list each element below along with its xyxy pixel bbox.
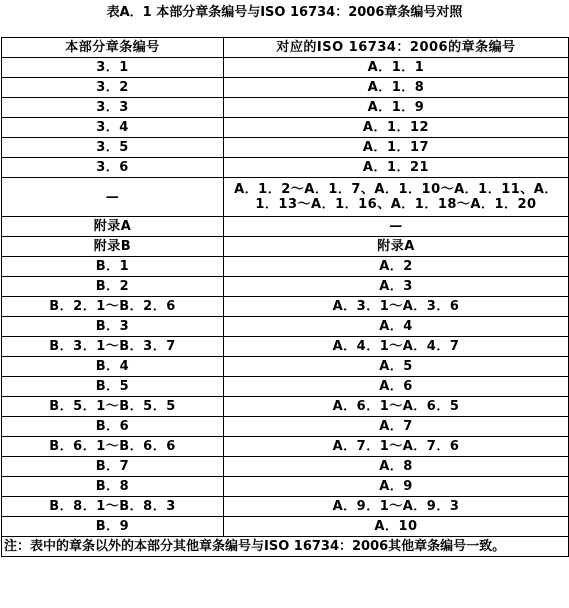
this-part-clause-cell: 3．4 <box>2 118 224 138</box>
this-part-clause-cell: 3．1 <box>2 58 224 78</box>
this-part-clause-cell: B．5 <box>2 377 224 397</box>
iso-clause-cell: — <box>224 217 569 237</box>
iso-clause-cell: A．10 <box>224 517 569 537</box>
table-row <box>2 517 569 537</box>
table-row <box>2 357 569 377</box>
iso-clause-cell: A．9 <box>224 477 569 497</box>
table-row <box>2 437 569 457</box>
this-part-clause-cell: B．3 <box>2 317 224 337</box>
table-row <box>2 377 569 397</box>
this-part-clause-cell: 3．3 <box>2 98 224 118</box>
this-part-clause-cell: B．2．1～B．2．6 <box>2 297 224 317</box>
iso-clause-cell: A．1．17 <box>224 138 569 158</box>
this-part-clause-cell: — <box>2 178 224 217</box>
this-part-clause-cell: B．9 <box>2 517 224 537</box>
table-row <box>2 217 569 237</box>
table-row <box>2 158 569 178</box>
iso-clause-cell: A．6 <box>224 377 569 397</box>
table-note: 注：表中的章条以外的本部分其他章条编号与ISO 16734：2006其他章条编号一致。 <box>2 537 569 557</box>
iso-clause-cell: A．5 <box>224 357 569 377</box>
this-part-clause-cell: B．2 <box>2 277 224 297</box>
table-row <box>2 337 569 357</box>
header-iso-clause: 对应的ISO 16734：2006的章条编号 <box>224 38 569 58</box>
table-title: 表A．1 本部分章条编号与ISO 16734：2006章条编号对照 <box>106 5 463 20</box>
table-row <box>2 477 569 497</box>
this-part-clause-cell: B．6 <box>2 417 224 437</box>
table-row <box>2 397 569 417</box>
table-row <box>2 257 569 277</box>
table-row <box>2 497 569 517</box>
iso-clause-cell: A．1．2～A．1．7、A．1．10～A．1．11、A．1．13～A．1．16、A．1．18～A．1．20 <box>224 178 569 217</box>
header-this-part-clause: 本部分章条编号 <box>2 38 224 58</box>
this-part-clause-cell: B．8 <box>2 477 224 497</box>
iso-clause-cell: A．9．1～A．9．3 <box>224 497 569 517</box>
iso-clause-cell: A．1．1 <box>224 58 569 78</box>
iso-clause-cell: A．1．8 <box>224 78 569 98</box>
this-part-clause-cell: 3．2 <box>2 78 224 98</box>
table-row <box>2 178 569 217</box>
table-note-row <box>2 537 569 557</box>
table-row <box>2 98 569 118</box>
table-row <box>2 297 569 317</box>
iso-clause-cell: A．6．1～A．6．5 <box>224 397 569 417</box>
table-row <box>2 138 569 158</box>
this-part-clause-cell: B．1 <box>2 257 224 277</box>
iso-clause-cell: A．2 <box>224 257 569 277</box>
table-row <box>2 237 569 257</box>
iso-clause-cell: A．3 <box>224 277 569 297</box>
table-header-row <box>2 38 569 58</box>
iso-clause-cell: 附录A <box>224 237 569 257</box>
this-part-clause-cell: 附录A <box>2 217 224 237</box>
iso-clause-cell: A．3．1～A．3．6 <box>224 297 569 317</box>
table-row <box>2 457 569 477</box>
this-part-clause-cell: 3．5 <box>2 138 224 158</box>
this-part-clause-cell: 3．6 <box>2 158 224 178</box>
clause-comparison-table <box>1 37 569 557</box>
iso-clause-cell: A．7．1～A．7．6 <box>224 437 569 457</box>
this-part-clause-cell: B．8．1～B．8．3 <box>2 497 224 517</box>
this-part-clause-cell: B．6．1～B．6．6 <box>2 437 224 457</box>
iso-clause-cell: A．4．1～A．4．7 <box>224 337 569 357</box>
this-part-clause-cell: B．5．1～B．5．5 <box>2 397 224 417</box>
this-part-clause-cell: B．3．1～B．3．7 <box>2 337 224 357</box>
table-row <box>2 317 569 337</box>
this-part-clause-cell: 附录B <box>2 237 224 257</box>
this-part-clause-cell: B．7 <box>2 457 224 477</box>
table-row <box>2 118 569 138</box>
iso-clause-cell: A．4 <box>224 317 569 337</box>
iso-clause-cell: A．8 <box>224 457 569 477</box>
table-body <box>2 58 569 537</box>
iso-clause-cell: A．7 <box>224 417 569 437</box>
table-row <box>2 58 569 78</box>
iso-clause-cell: A．1．21 <box>224 158 569 178</box>
table-row <box>2 277 569 297</box>
table-row <box>2 417 569 437</box>
table-row <box>2 78 569 98</box>
this-part-clause-cell: B．4 <box>2 357 224 377</box>
iso-clause-cell: A．1．12 <box>224 118 569 138</box>
iso-clause-cell: A．1．9 <box>224 98 569 118</box>
